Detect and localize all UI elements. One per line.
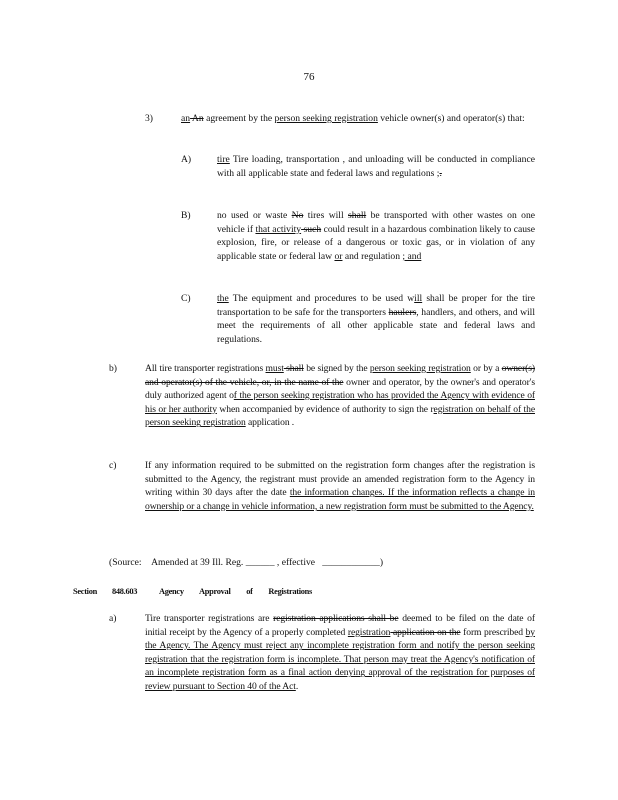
section-title: Agency Approval of Registrations bbox=[159, 587, 312, 596]
item-a-upper-label: A) bbox=[181, 154, 192, 165]
item-c-upper-text: the The equipment and procedures to be used will shall be proper for the tire transportation to be safe for the transporters haulers, handlers, and others, and will meet the requirements of all other applicable state and federal laws and regulations. bbox=[217, 293, 536, 345]
source-note: (Source: Amended at 39 Ill. Reg. ______ , effective ____________) bbox=[109, 557, 384, 568]
item-a-upper-text: tire Tire loading, transportation , and unloading will be conducted in compliance with all applicable state and federal laws and regulations ;. bbox=[217, 154, 535, 179]
section-prefix: Section bbox=[73, 587, 97, 596]
item-3-text: an An agreement by the person seeking registration vehicle owner(s) and operator(s) that: bbox=[181, 113, 525, 124]
item-a-text: Tire transporter registrations are registration applications shall be deemed to be filed on the date of initial receipt by the Agency of a properly completed registration application on the form prescribed by the Agency. The Agency must reject any incomplete registration form and notify the person seeking registration that the registration form is incomplete. That person may treat the Agency's notification of an incomplete registration form as a final action denying approval of the registration for purposes of review pursuant to Section 40 of the Act. bbox=[145, 613, 536, 692]
item-b-upper-text: no used or waste No tires will shall be transported with other wastes on one vehicle if that activity such could result in a hazardous combination likely to cause explosion, fire, or release of a dangerous or toxic gas, or in violation of any applicable state or federal law or and regulation ; and bbox=[217, 210, 536, 262]
item-b-text: All tire transporter registrations must shall be signed by the person seeking registration or by a owner(s) and operator(s) of the vehicle, or, in the name of the owner and operator, by the owner's and operator's duly authorized agent of the person seeking registration who has provided the Agency with evidence of his or her authority when accompanied by evidence of authority to sign the registration on behalf of the person seeking registration application . bbox=[145, 363, 535, 429]
page-number: 76 bbox=[303, 71, 315, 83]
item-a-label: a) bbox=[109, 613, 117, 624]
section-number: 848.603 bbox=[112, 587, 138, 596]
item-c-label: c) bbox=[109, 460, 117, 471]
item-c-text: If any information required to be submitted on the registration form changes after the registration is submitted to the Agency, the registrant must provide an amended registration form to the Agency in writing within 30 days after the date the information changes. If the information reflects a change in ownership or a change in vehicle information, a new registration form must be submitted to the Agency. bbox=[145, 460, 535, 512]
item-3-label: 3) bbox=[145, 113, 153, 124]
item-c-upper-label: C) bbox=[181, 293, 191, 304]
item-b-label: b) bbox=[109, 363, 117, 374]
item-b-upper-label: B) bbox=[181, 210, 191, 221]
